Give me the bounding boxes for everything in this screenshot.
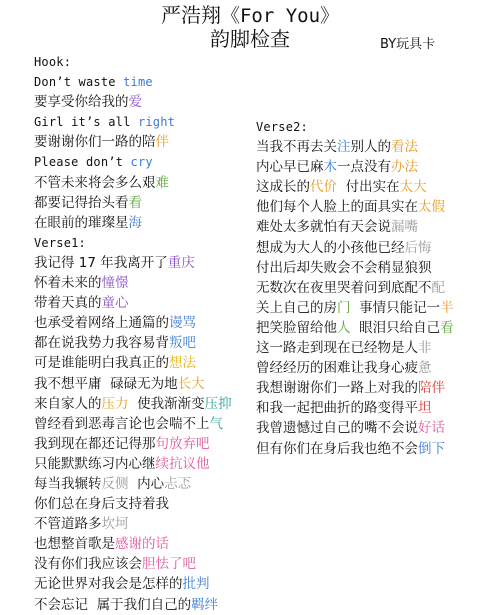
lyric-line bbox=[34, 494, 232, 514]
rhyme-highlight: 反侧 bbox=[101, 475, 129, 492]
rhyme-highlight: 气 bbox=[209, 415, 223, 432]
lyric-text: Please don’t bbox=[34, 155, 131, 170]
lyric-text: 没有你们我应该会 bbox=[34, 556, 142, 573]
rhyme-highlight: 看法 bbox=[391, 139, 418, 156]
lyric-text: 但有你们在身后我也绝不会 bbox=[256, 440, 418, 457]
lyric-line bbox=[34, 72, 232, 92]
lyric-text: 当我不再去关 bbox=[256, 139, 337, 156]
lyric-line bbox=[34, 454, 232, 474]
rhyme-highlight: 憧憬 bbox=[101, 275, 129, 292]
lyric-line bbox=[34, 534, 232, 554]
lyric-line bbox=[34, 112, 232, 132]
lyric-line bbox=[256, 197, 454, 217]
lyric-line bbox=[256, 358, 454, 378]
lyric-line bbox=[256, 117, 454, 137]
page-title bbox=[0, 3, 500, 28]
rhyme-highlight: 海 bbox=[128, 214, 142, 231]
lyric-text: 我不想平庸 碌碌无为地 bbox=[34, 375, 178, 392]
rhyme-highlight: 看 bbox=[128, 194, 142, 211]
rhyme-highlight: 压力 bbox=[101, 395, 129, 412]
lyric-text: 难处太多就怕有天会说 bbox=[256, 219, 391, 236]
rhyme-highlight: 漏嘴 bbox=[391, 219, 418, 236]
rhyme-highlight: 配 bbox=[431, 279, 445, 296]
lyric-text: 你们总在身后支持着我 bbox=[34, 496, 169, 513]
lyric-line bbox=[34, 52, 232, 72]
author-byline: BY玩具卡 bbox=[380, 37, 436, 52]
lyric-line bbox=[34, 233, 232, 253]
rhyme-highlight: 好话 bbox=[418, 420, 445, 437]
title-artist: 严浩翔 bbox=[160, 3, 221, 27]
lyric-line bbox=[34, 595, 232, 615]
lyric-line bbox=[256, 439, 454, 459]
lyric-line bbox=[34, 273, 232, 293]
lyric-line bbox=[34, 374, 232, 394]
rhyme-highlight: 木 bbox=[323, 159, 337, 176]
lyric-line bbox=[34, 353, 232, 373]
rhyme-highlight: 谩骂 bbox=[169, 315, 196, 332]
rhyme-highlight: 太假 bbox=[418, 199, 445, 216]
rhyme-highlight: 压抑 bbox=[204, 395, 232, 412]
lyric-text: 想成为大人的小孩他已经 bbox=[256, 239, 405, 256]
lyric-text: 内心 bbox=[128, 475, 165, 492]
rhyme-highlight: 办法 bbox=[391, 159, 418, 176]
lyric-line bbox=[34, 313, 232, 333]
lyric-text: 也想整首歌是 bbox=[34, 536, 115, 553]
lyric-text: 在眼前的璀璨星 bbox=[34, 214, 129, 231]
lyric-text: 可是谁能明白我真正的 bbox=[34, 355, 169, 372]
lyric-text: 这成长的 bbox=[256, 179, 310, 196]
lyric-line bbox=[256, 278, 454, 298]
lyric-text: 别人的 bbox=[350, 139, 391, 156]
lyric-text: 和我一起把曲折的路变得平 bbox=[256, 400, 418, 417]
lyric-line bbox=[256, 398, 454, 418]
rhyme-highlight: 忐忑 bbox=[164, 475, 192, 492]
rhyme-highlight: 难 bbox=[155, 174, 169, 191]
rhyme-highlight: 长大 bbox=[177, 375, 205, 392]
lyric-text: 要享受你给我的 bbox=[34, 94, 129, 111]
lyric-text: 不会忘记 属于我们自己的 bbox=[34, 596, 192, 613]
lyric-line bbox=[34, 414, 232, 434]
lyric-line bbox=[34, 574, 232, 594]
lyric-text: 无论世界对我会是怎样的 bbox=[34, 576, 183, 593]
lyric-text: 眼泪只给自己 bbox=[350, 319, 441, 336]
lyric-text: 把笑脸留给他 bbox=[256, 319, 337, 336]
rhyme-highlight: 人 bbox=[337, 319, 351, 336]
lyric-text: 每当我辗转 bbox=[34, 475, 102, 492]
lyric-text: 要谢谢你们一路的陪 bbox=[34, 134, 156, 151]
lyric-text: 我曾遗憾过自己的嘴不会说 bbox=[256, 420, 418, 437]
lyrics-column-right bbox=[256, 117, 454, 459]
rhyme-highlight: 童心 bbox=[101, 295, 129, 312]
lyric-line bbox=[34, 152, 232, 172]
lyric-text: 付出后却失败会不会稍显狼狈 bbox=[256, 259, 432, 276]
rhyme-highlight: 后悔 bbox=[404, 239, 432, 256]
rhyme-highlight: cry bbox=[130, 155, 153, 170]
lyric-text: Hook: bbox=[34, 55, 72, 69]
lyric-line bbox=[256, 418, 454, 438]
lyric-text: 不管道路多 bbox=[34, 516, 102, 533]
lyric-text: 他们每个人脸上的面具实在 bbox=[256, 199, 418, 216]
rhyme-highlight: 重庆 bbox=[167, 254, 195, 271]
lyric-line bbox=[34, 394, 232, 414]
lyric-text: Don’t waste bbox=[34, 75, 124, 90]
lyric-text: 关上自己的房 bbox=[256, 299, 337, 316]
rhyme-highlight: 羁绊 bbox=[191, 596, 219, 613]
rhyme-highlight: 坦 bbox=[418, 400, 432, 417]
lyric-text: 都在说我势力我容易背 bbox=[34, 335, 169, 352]
rhyme-highlight: 惫 bbox=[418, 360, 432, 377]
lyric-line bbox=[256, 298, 454, 318]
rhyme-highlight: 伴 bbox=[155, 134, 169, 151]
lyric-text: 使我渐渐变 bbox=[128, 395, 205, 412]
lyric-text: 只能默默练习内心继 bbox=[34, 455, 156, 472]
lyric-text: Girl it’s all bbox=[34, 115, 138, 130]
lyric-text: 我记得 17 年我离开了 bbox=[34, 254, 168, 271]
lyric-line bbox=[256, 378, 454, 398]
lyric-line bbox=[34, 474, 232, 494]
rhyme-highlight: 代价 bbox=[310, 179, 337, 196]
lyric-text: 曾经经历的困难让我身心疲 bbox=[256, 360, 418, 377]
rhyme-highlight: 门 bbox=[337, 299, 351, 316]
lyric-line bbox=[34, 333, 232, 353]
lyric-text: 曾经看到恶毒言论也会喘不上 bbox=[34, 415, 210, 432]
lyric-text: 来自家人的 bbox=[34, 395, 102, 412]
rhyme-highlight: 倒下 bbox=[418, 440, 445, 457]
rhyme-highlight: 太大 bbox=[399, 179, 427, 196]
page-subtitle: 韵脚检查 bbox=[210, 27, 290, 51]
lyric-line bbox=[256, 258, 454, 278]
lyric-text: 内心早已麻 bbox=[256, 159, 324, 176]
lyric-text: Verse1: bbox=[34, 235, 86, 250]
rhyme-highlight: 陪伴 bbox=[418, 380, 445, 397]
lyric-line bbox=[256, 238, 454, 258]
rhyme-highlight: 句放弃吧 bbox=[155, 435, 210, 452]
lyric-text: 事情只能记一 bbox=[350, 299, 441, 316]
rhyme-highlight: right bbox=[137, 115, 176, 130]
lyric-line bbox=[256, 318, 454, 338]
lyric-text: 无数次在夜里哭着问到底配不 bbox=[256, 279, 432, 296]
lyric-text: 不管未来将会多么艰 bbox=[34, 174, 156, 191]
rhyme-highlight: 叛吧 bbox=[169, 335, 196, 352]
lyric-line bbox=[256, 217, 454, 237]
rhyme-highlight: 想法 bbox=[169, 355, 196, 372]
lyric-line bbox=[34, 253, 232, 273]
rhyme-highlight: 看 bbox=[440, 319, 454, 336]
lyric-text: Verse2: bbox=[256, 120, 308, 134]
lyric-line bbox=[34, 514, 232, 534]
rhyme-highlight: 坎坷 bbox=[101, 516, 129, 533]
lyric-line bbox=[34, 173, 232, 193]
lyric-text: 一点没有 bbox=[337, 159, 391, 176]
title-song: 《For You》 bbox=[220, 5, 340, 27]
lyric-text: 付出实在 bbox=[337, 179, 400, 196]
lyric-line bbox=[34, 132, 232, 152]
rhyme-highlight: 爱 bbox=[128, 94, 142, 111]
rhyme-highlight: time bbox=[123, 75, 153, 90]
lyric-text: 都要记得抬头看 bbox=[34, 194, 129, 211]
lyric-line bbox=[34, 92, 232, 112]
lyric-text: 带着天真的 bbox=[34, 295, 102, 312]
lyrics-column-left bbox=[34, 52, 232, 615]
rhyme-highlight: 胆怯了吧 bbox=[142, 556, 196, 573]
lyric-line bbox=[34, 434, 232, 454]
lyric-line bbox=[256, 137, 454, 157]
lyric-line bbox=[34, 213, 232, 233]
lyric-line bbox=[256, 177, 454, 197]
lyric-line bbox=[34, 554, 232, 574]
rhyme-highlight: 半 bbox=[440, 299, 454, 316]
lyric-text: 怀着未来的 bbox=[34, 275, 102, 292]
rhyme-highlight: 批判 bbox=[182, 576, 210, 593]
rhyme-highlight: 非 bbox=[418, 340, 432, 357]
lyric-line bbox=[34, 193, 232, 213]
rhyme-highlight: 续抗议他 bbox=[155, 455, 210, 472]
rhyme-highlight: 感谢的话 bbox=[115, 536, 169, 553]
lyric-line bbox=[256, 338, 454, 358]
lyric-line bbox=[34, 293, 232, 313]
lyric-text: 我想谢谢你们一路上对我的 bbox=[256, 380, 418, 397]
lyric-text: 也承受着网络上通篇的 bbox=[34, 315, 169, 332]
lyric-line bbox=[256, 157, 454, 177]
lyric-text: 我到现在都还记得那 bbox=[34, 435, 156, 452]
rhyme-highlight: 注 bbox=[337, 139, 351, 156]
lyric-text: 这一路走到现在已经物是人 bbox=[256, 340, 418, 357]
